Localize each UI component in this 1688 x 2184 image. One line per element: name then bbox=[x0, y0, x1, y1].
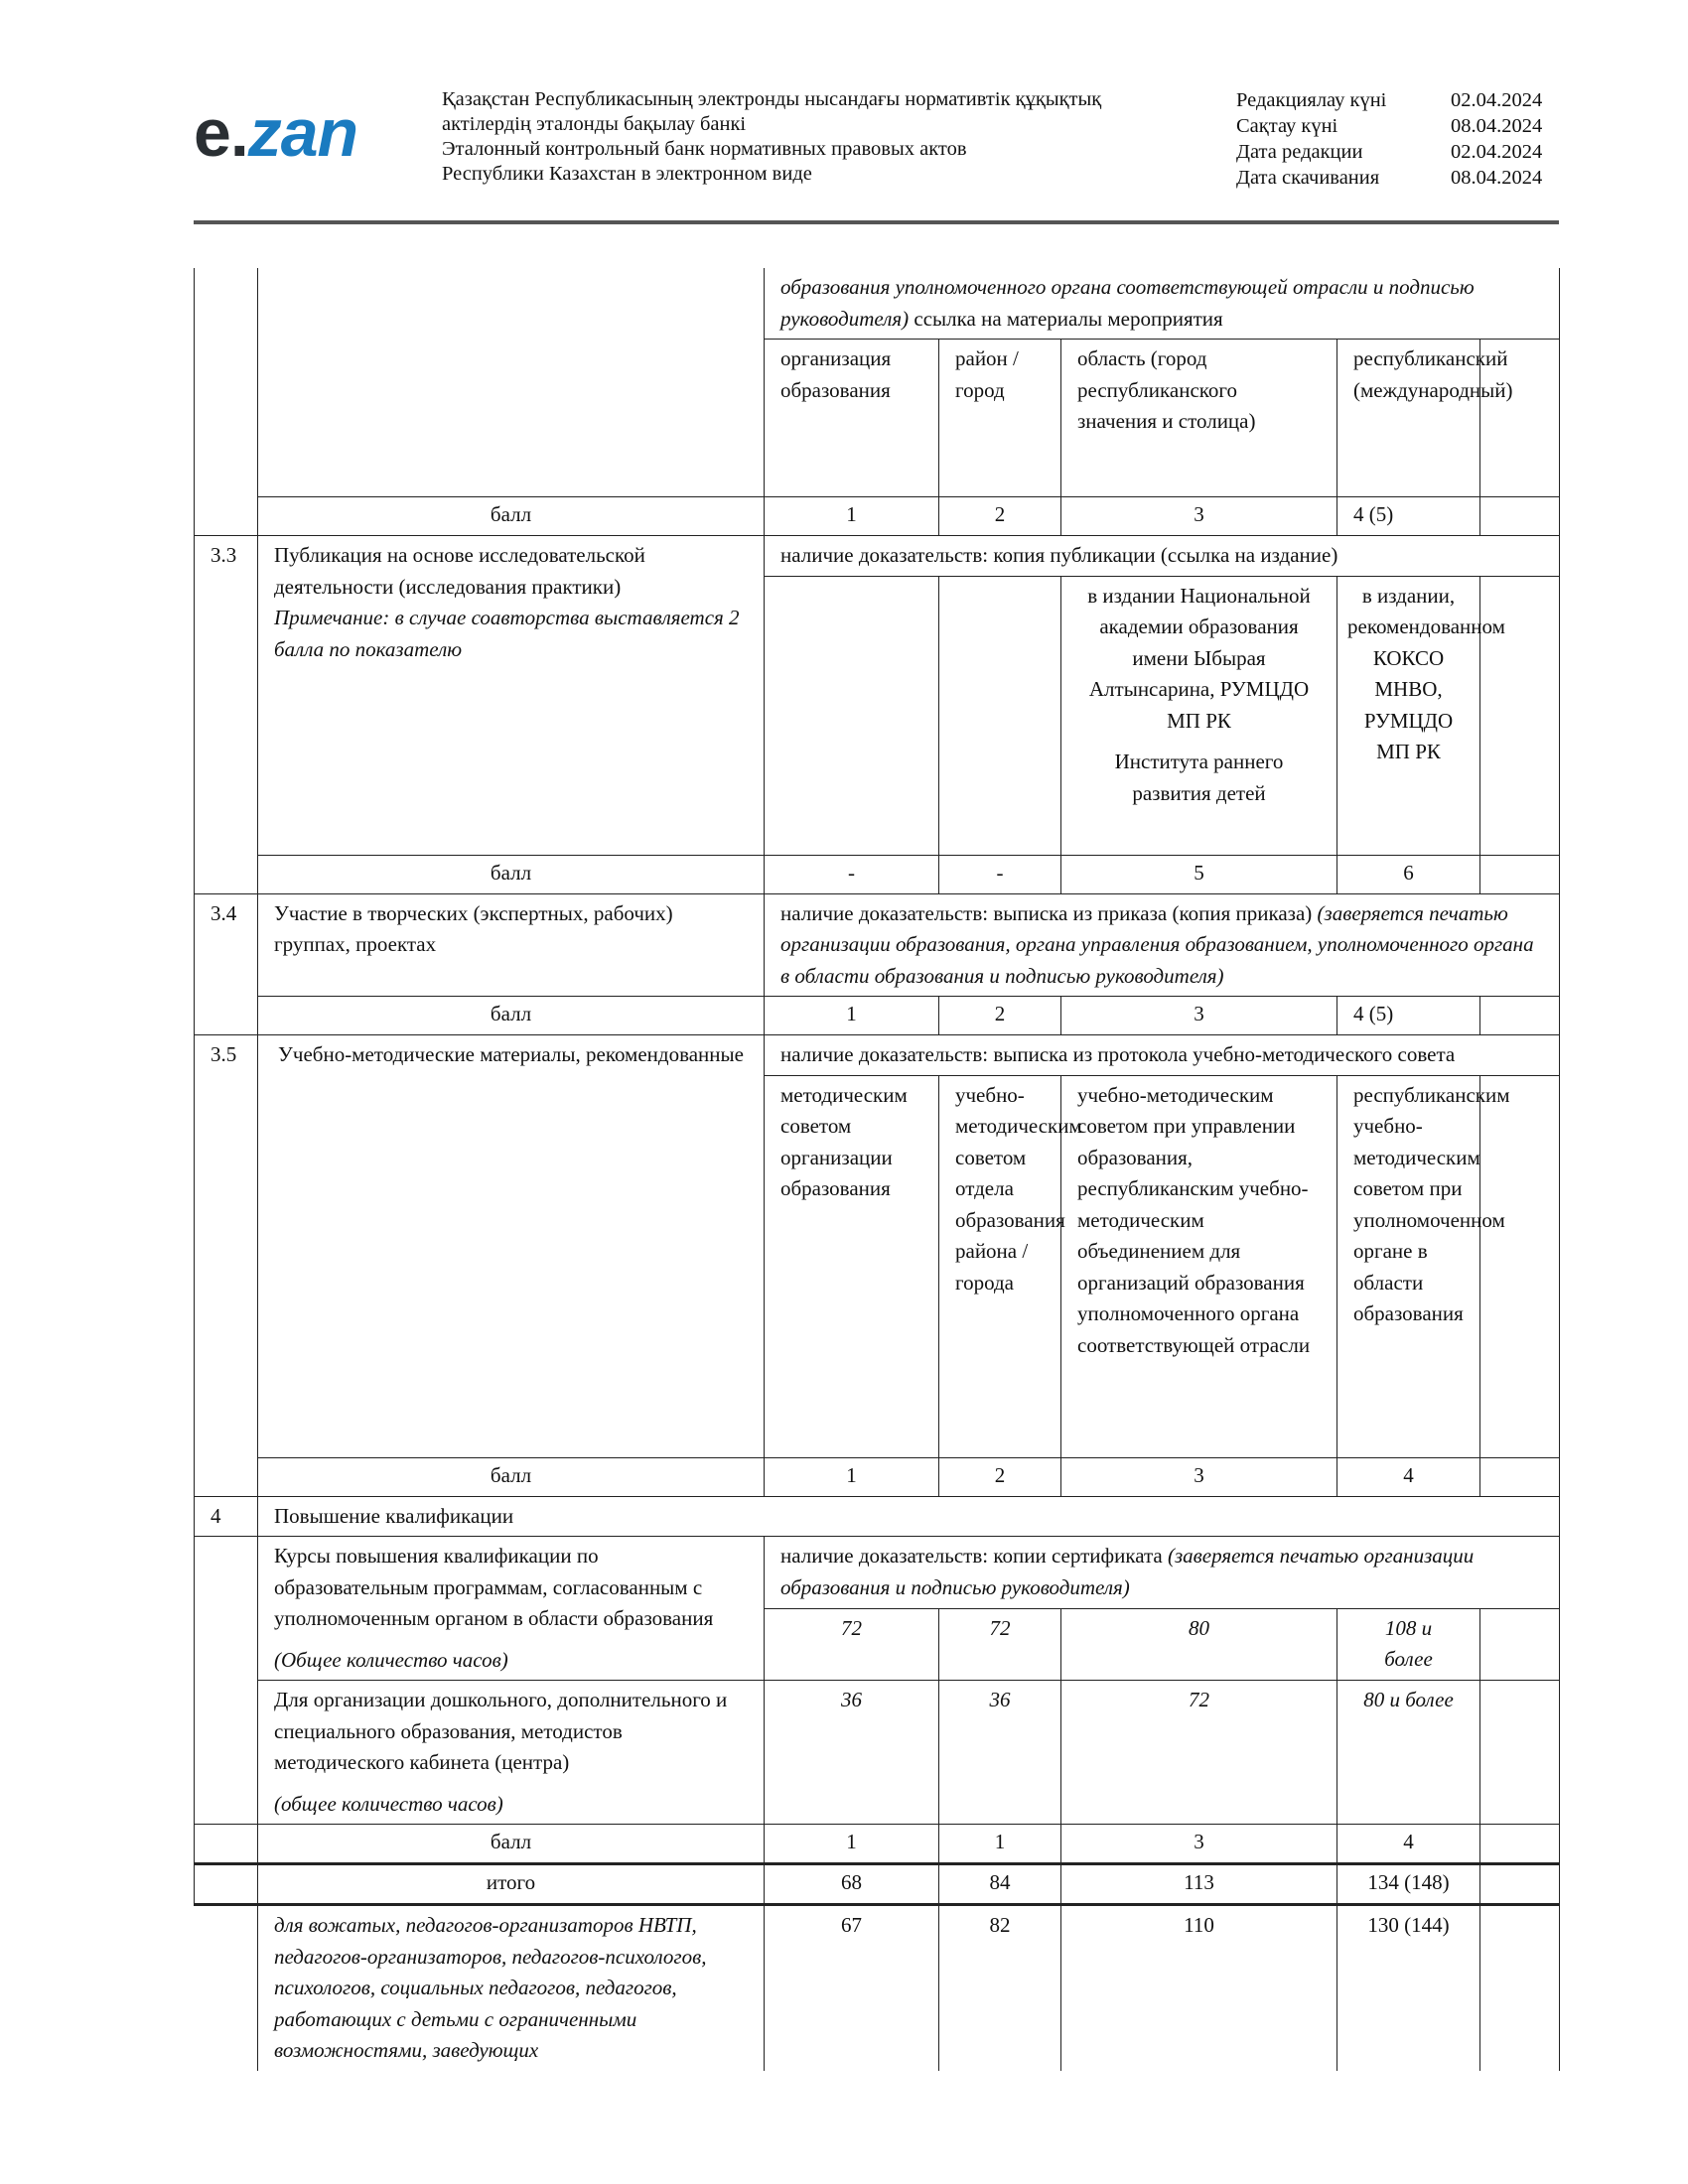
level-cell: республиканский (международный) bbox=[1337, 340, 1480, 497]
criterion-title: Для организации дошкольного, дополнительного и специального образования, методистов методического кабинета (центра) (общее количество часов) bbox=[258, 1681, 765, 1825]
table-row bbox=[195, 1537, 1560, 1609]
score-value: 4 (5) bbox=[1337, 497, 1480, 536]
total-label: итого bbox=[258, 1864, 765, 1905]
level-cell: республиканским учебно-методическим советом при уполномоченном органе в области образования bbox=[1337, 1075, 1480, 1457]
level-cell: в издании, рекомендованном КОКСО МНВО, РУМЦДО МП РК bbox=[1337, 576, 1480, 855]
hours-value: 80 и более bbox=[1337, 1681, 1480, 1825]
total-value: 134 (148) bbox=[1337, 1864, 1480, 1905]
meta-value: 08.04.2024 bbox=[1451, 167, 1543, 189]
row-number: 3.3 bbox=[195, 536, 258, 894]
criterion-note: Примечание: в случае соавторства выставляется 2 балла по показателю bbox=[274, 606, 740, 661]
score-value: 2 bbox=[939, 497, 1061, 536]
score-row bbox=[195, 1457, 1560, 1496]
criteria-table-container bbox=[194, 268, 1559, 2071]
header-title-line: Қазақстан Республикасының электронды нысандағы нормативтік құқықтық bbox=[442, 88, 1102, 110]
header-title-line: Республики Казахстан в электронном виде bbox=[442, 163, 812, 185]
table-row bbox=[195, 1496, 1560, 1537]
level-cell: организация образования bbox=[765, 340, 939, 497]
total-value: 84 bbox=[939, 1864, 1061, 1905]
row-number: 3.4 bbox=[195, 893, 258, 1035]
category-value: 67 bbox=[765, 1905, 939, 2071]
score-value: 1 bbox=[765, 997, 939, 1035]
meta-value: 02.04.2024 bbox=[1451, 141, 1543, 163]
score-value: 1 bbox=[765, 497, 939, 536]
score-row bbox=[195, 1825, 1560, 1864]
score-label: балл bbox=[258, 1457, 765, 1496]
category-value: 110 bbox=[1061, 1905, 1337, 2071]
table-row bbox=[195, 536, 1560, 577]
total-value: 68 bbox=[765, 1864, 939, 1905]
score-row bbox=[195, 497, 1560, 536]
meta-value: 08.04.2024 bbox=[1451, 115, 1543, 137]
score-value: 3 bbox=[1061, 1457, 1337, 1496]
meta-label: Сақтау күні bbox=[1236, 115, 1338, 137]
score-value: 4 bbox=[1337, 1457, 1480, 1496]
criteria-table bbox=[194, 268, 1560, 2071]
score-value: 4 bbox=[1337, 1825, 1480, 1864]
score-value: 1 bbox=[765, 1457, 939, 1496]
score-row bbox=[195, 997, 1560, 1035]
score-value: 1 bbox=[765, 1825, 939, 1864]
score-label: балл bbox=[258, 855, 765, 893]
criterion-title: Курсы повышения квалификации по образовательным программам, согласованным с уполномоченным органом в области образования (Общее количество часов) bbox=[258, 1537, 765, 1681]
score-value: 3 bbox=[1061, 1825, 1337, 1864]
evidence-cell: наличие доказательств: выписка из приказа (копия приказа) (заверяется печатью организации образования, органа управления образованием, уполномоченного органа в области образования и подписью руководителя) bbox=[765, 893, 1560, 997]
level-cell: учебно-методическим советом при управлении образования, республиканским учебно-методическим объединением для организаций образования уполномоченного органа соответствующей отрасли bbox=[1061, 1075, 1337, 1457]
meta-label: Дата редакции bbox=[1236, 141, 1363, 163]
evidence-cell: наличие доказательств: выписка из протокола учебно-методического совета bbox=[765, 1035, 1560, 1076]
table-row bbox=[195, 893, 1560, 997]
criterion-note: (Общее количество часов) bbox=[274, 1647, 508, 1672]
score-label: балл bbox=[258, 1825, 765, 1864]
criterion-title: Участие в творческих (экспертных, рабочих) группах, проектах bbox=[258, 893, 765, 997]
criterion-title: Учебно-методические материалы, рекомендованные bbox=[258, 1035, 765, 1458]
meta-label: Редакциялау күні bbox=[1236, 89, 1387, 111]
score-value: 1 bbox=[939, 1825, 1061, 1864]
row-number: 4 bbox=[195, 1496, 258, 1537]
evidence-cell: образования уполномоченного органа соответствующей отрасли и подписью руководителя) ссылка на материалы мероприятия bbox=[765, 268, 1560, 340]
score-value: 4 (5) bbox=[1337, 997, 1480, 1035]
score-value: - bbox=[939, 855, 1061, 893]
category-value: 82 bbox=[939, 1905, 1061, 2071]
hours-value: 36 bbox=[765, 1681, 939, 1825]
score-value: 6 bbox=[1337, 855, 1480, 893]
category-value: 130 (144) bbox=[1337, 1905, 1480, 2071]
category-label: для вожатых, педагогов-организаторов НВТП, педагогов-организаторов, педагогов-психологов, психологов, социальных педагогов, педагогов, работающих с детьми с ограниченными возможностями, заведующих bbox=[258, 1905, 765, 2071]
meta-value: 02.04.2024 bbox=[1451, 89, 1543, 111]
table-row bbox=[195, 1681, 1560, 1825]
hours-value: 72 bbox=[765, 1608, 939, 1681]
table-row bbox=[195, 268, 1560, 340]
evidence-cell: наличие доказательств: копия публикации (ссылка на издание) bbox=[765, 536, 1560, 577]
header-title bbox=[442, 87, 1101, 187]
level-cell: учебно-методическим советом отдела образования района /города bbox=[939, 1075, 1061, 1457]
evidence-cell: наличие доказательств: копии сертификата (заверяется печатью организации образования и подписью руководителя) bbox=[765, 1537, 1560, 1609]
score-value: 5 bbox=[1061, 855, 1337, 893]
criterion-title: Публикация на основе исследовательской деятельности (исследования практики) Примечание: в случае соавторства выставляется 2 балла по показателю bbox=[258, 536, 765, 856]
table-row bbox=[195, 1905, 1560, 2071]
meta-label: Дата скачивания bbox=[1236, 167, 1380, 189]
section-title: Повышение квалификации bbox=[258, 1496, 1560, 1537]
criterion-note: (общее количество часов) bbox=[274, 1791, 503, 1816]
level-cell: в издании Национальной академии образования имени Ыбырая Алтынсарина, РУМЦДО МП РК Института раннего развития детей bbox=[1061, 576, 1337, 855]
total-value: 113 bbox=[1061, 1864, 1337, 1905]
hours-value: 72 bbox=[1061, 1681, 1337, 1825]
table-row bbox=[195, 1035, 1560, 1076]
score-value: - bbox=[765, 855, 939, 893]
header-divider bbox=[194, 220, 1559, 224]
header-title-line: Эталонный контрольный банк нормативных правовых актов bbox=[442, 138, 967, 160]
score-label: балл bbox=[258, 497, 765, 536]
ezan-logo: e.zan bbox=[194, 95, 358, 171]
score-row bbox=[195, 855, 1560, 893]
score-value: 2 bbox=[939, 997, 1061, 1035]
score-value: 3 bbox=[1061, 997, 1337, 1035]
level-cell: область (город республиканского значения и столица) bbox=[1061, 340, 1337, 497]
row-number: 3.5 bbox=[195, 1035, 258, 1497]
header-dates bbox=[1236, 87, 1542, 191]
header-title-line: актілердің эталонды бақылау банкі bbox=[442, 113, 747, 135]
hours-value: 108 и более bbox=[1337, 1608, 1480, 1681]
total-row bbox=[195, 1864, 1560, 1905]
hours-value: 80 bbox=[1061, 1608, 1337, 1681]
hours-value: 72 bbox=[939, 1608, 1061, 1681]
score-label: балл bbox=[258, 997, 765, 1035]
level-cell: методическим советом организации образования bbox=[765, 1075, 939, 1457]
score-value: 2 bbox=[939, 1457, 1061, 1496]
hours-value: 36 bbox=[939, 1681, 1061, 1825]
level-cell: район /город bbox=[939, 340, 1061, 497]
page-header bbox=[194, 79, 1559, 223]
score-value: 3 bbox=[1061, 497, 1337, 536]
